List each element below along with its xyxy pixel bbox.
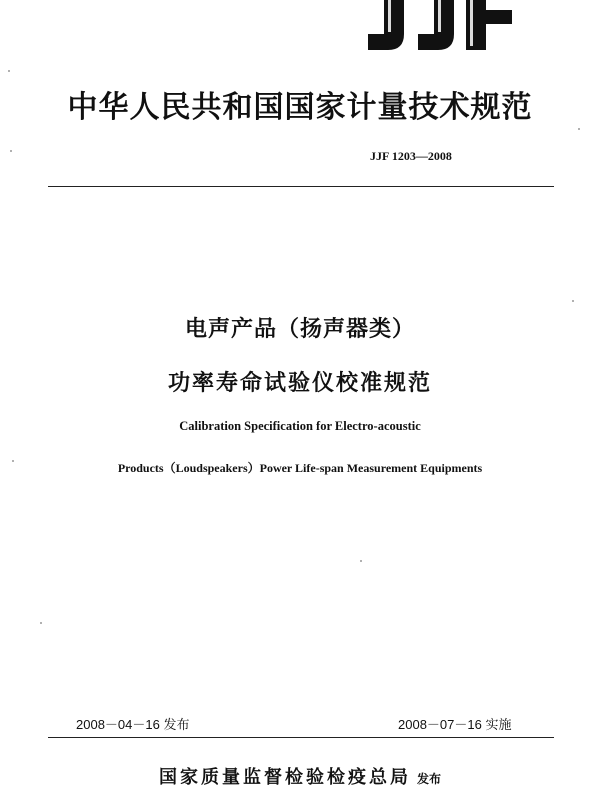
- standard-category-title: 中华人民共和国国家计量技术规范: [67, 90, 533, 125]
- issue-date: 2008－04－16 发布: [76, 717, 190, 732]
- scan-speck: [360, 560, 362, 562]
- top-divider: [48, 186, 554, 187]
- standard-code: JJF 1203—2008: [370, 149, 452, 163]
- publisher-verb: 发布: [416, 772, 441, 786]
- title-chinese-line-2: 功率寿命试验仪校准规范: [167, 371, 432, 396]
- bottom-divider: [48, 737, 554, 738]
- scan-speck: [578, 128, 580, 130]
- title-english-line-1: Calibration Specification for Electro-acoustic: [179, 419, 421, 433]
- scan-speck: [40, 622, 42, 624]
- title-chinese-line-1: 电声产品（扬声器类）: [184, 317, 415, 342]
- scan-speck: [8, 70, 10, 72]
- scan-speck: [10, 150, 12, 152]
- publisher-line: [0, 763, 600, 789]
- scan-speck: [12, 460, 14, 462]
- publisher-name: 国家质量监督检验检疫总局: [158, 767, 411, 788]
- title-english-line-2: Products（Loudspeakers）Power Life-span Measurement Equipments: [117, 461, 483, 475]
- scan-speck: [572, 300, 574, 302]
- implementation-date: 2008－07－16 实施: [398, 717, 512, 732]
- jjf-logo: [362, 0, 522, 54]
